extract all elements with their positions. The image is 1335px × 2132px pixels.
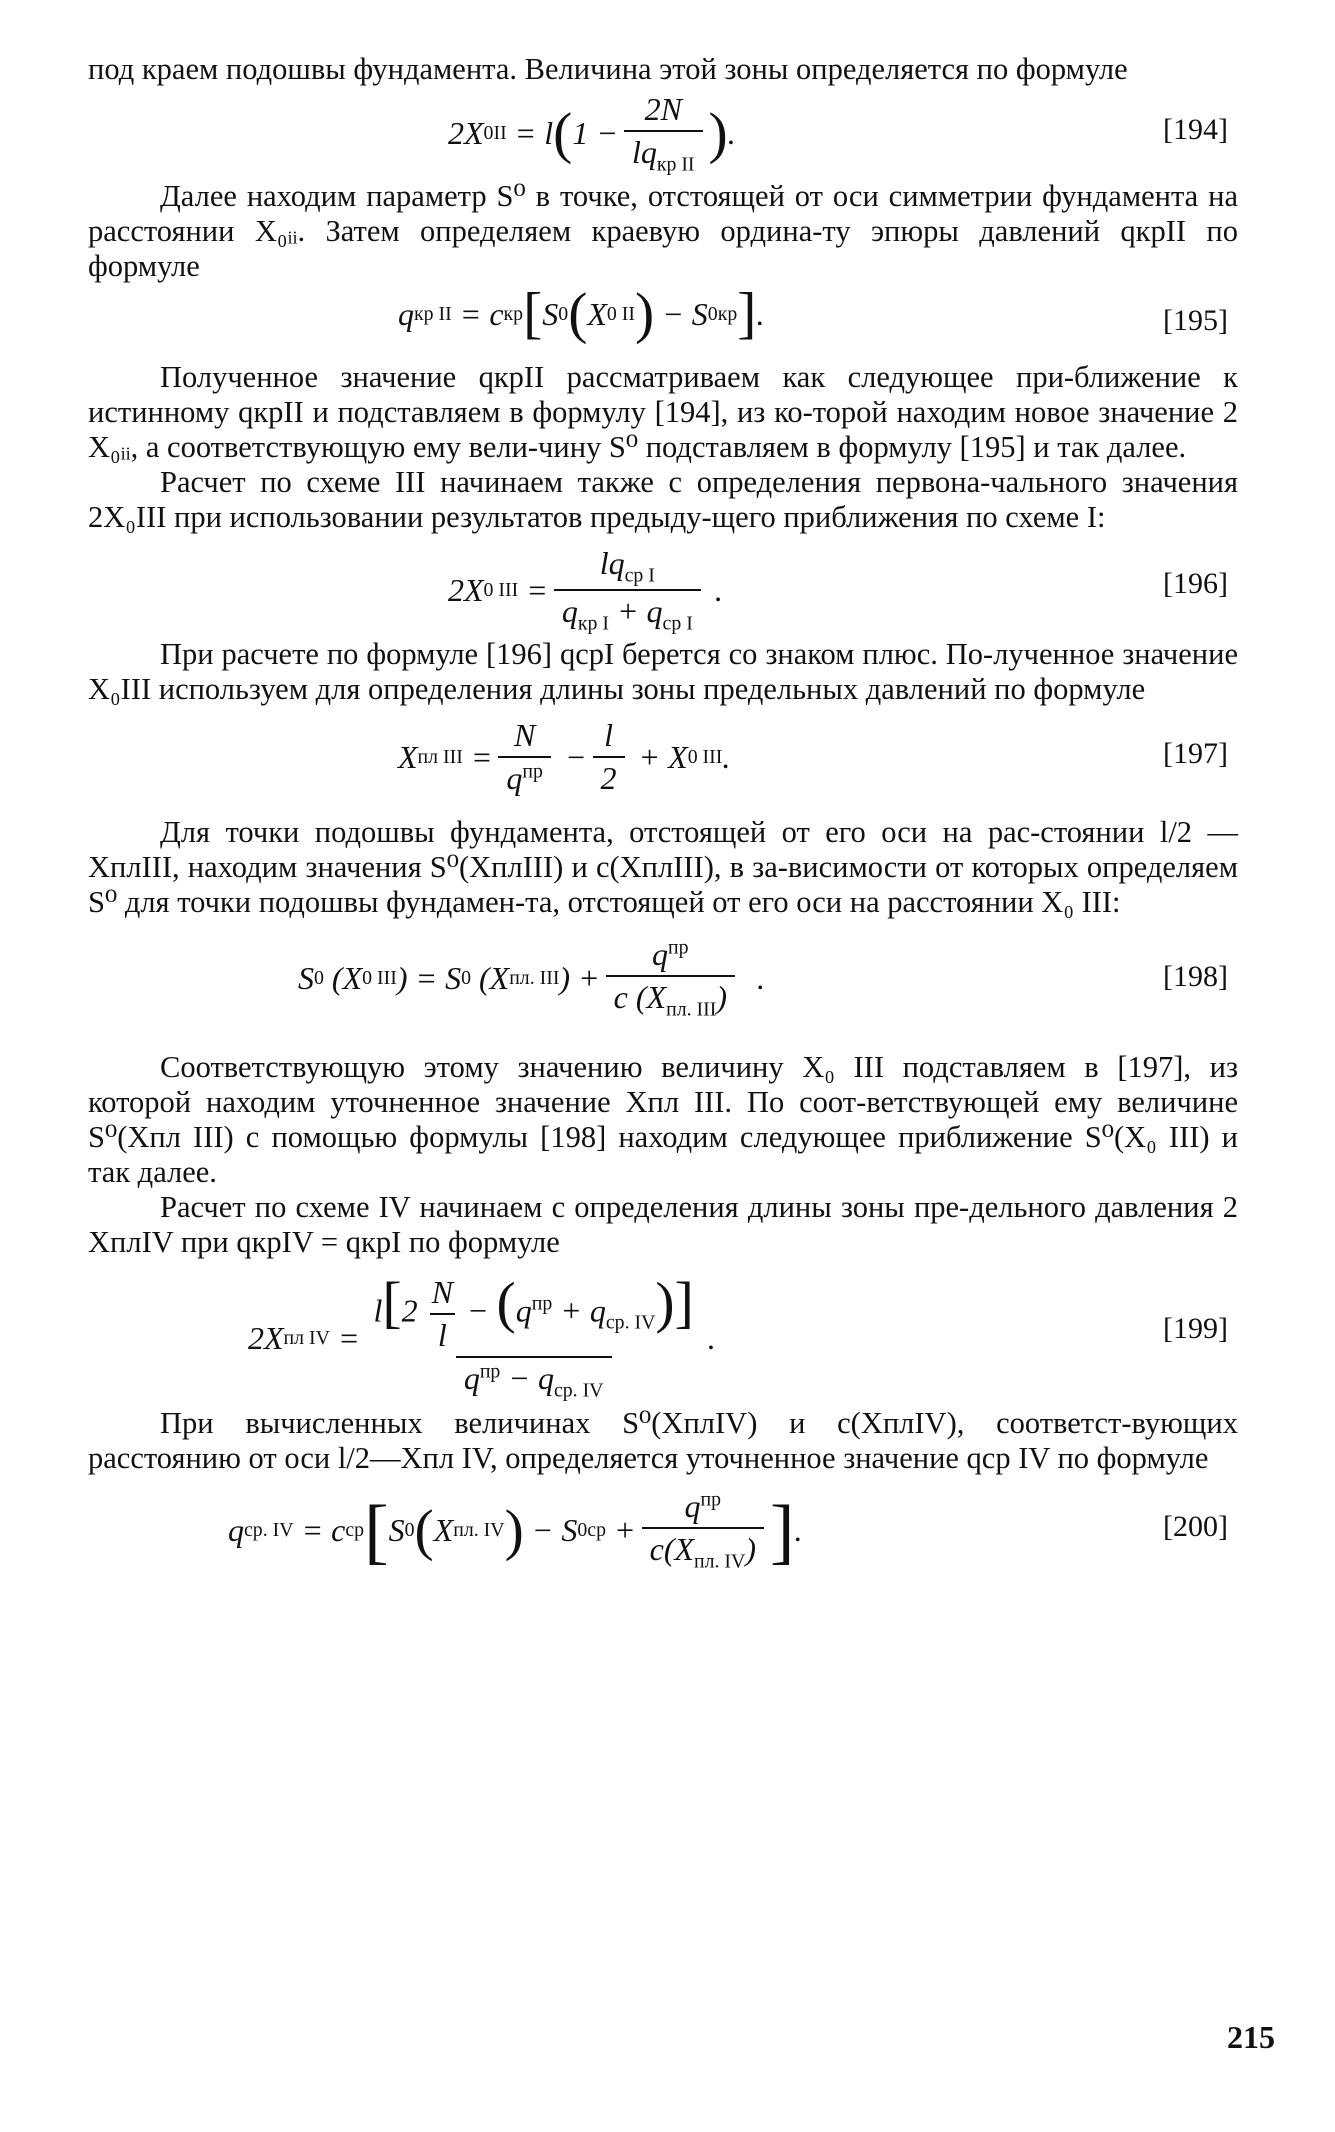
equation-200 xyxy=(88,1476,1238,1580)
equation-200-body: q ср. IV = c ср [ S 0 ( X пл. IV ) − S 0 ср + $\frac{q^{пр}}{c(X_{пл. IV})}$ ] . xyxy=(228,1488,803,1573)
equation-197 xyxy=(88,707,1238,803)
equation-197-body: X пл III = $\frac{N}{q^{пр}}$ − $\frac{l}{2}$ + X 0 III . xyxy=(398,717,731,796)
equation-196 xyxy=(88,535,1238,635)
page-number: 215 xyxy=(1227,2019,1275,2055)
equation-199 xyxy=(88,1260,1238,1402)
equation-194-body: 2X 0II = l ( 1 − $\frac{2N}{lq_{кр II}}$ ) . xyxy=(448,91,736,176)
equation-number-197: [197] xyxy=(1163,737,1228,770)
equation-196-body: 2X 0 III = $\frac{lq_{ср I}}{q_{кр I} + q_{ср I}}$ . xyxy=(448,545,723,635)
equation-199-body: 2X пл IV = l[2 $\frac{N}{l}$ − $(q^{пр} + q_{ср. IV})$] $q^{пр} - q_{ср. IV}$ . xyxy=(248,1271,716,1402)
equation-number-196: [196] xyxy=(1163,567,1228,600)
page-body xyxy=(88,52,1238,1580)
paragraph-7: Соответствующую этому значению величину X₀ III подставляем в [197], из которой находим уточненное значение Xпл III. По соот-ветствующей ему величине S⁰(Xпл III) с помощью формулы [198] находим следующее приближение S⁰(X₀ III) и так далее. xyxy=(88,1050,1238,1189)
equation-198-body: S 0 (X 0 III ) = S 0 (X пл. III ) + $\frac{q^{пр}}{c (X_{пл. III})}$ . xyxy=(298,936,765,1021)
paragraph-3: Полученное значение qкрII рассматриваем как следующее при-ближение к истинному qкрII и подставляем в формулу [194], из ко-торой находим новое значение 2 X₀ᵢᵢ, а соответствующую ему вели-чину S⁰ подставляем в формулу [195] и так далее. xyxy=(88,360,1238,464)
equation-number-194: [194] xyxy=(1163,113,1228,146)
paragraph-1: под краем подошвы фундамента. Величина этой зоны определяется по формуле xyxy=(88,52,1128,86)
equation-194 xyxy=(88,87,1238,176)
paragraph-6: Для точки подошвы фундамента, отстоящей от его оси на рас-стоянии l/2 — XплIII, находим значения S⁰(XплIII) и c(XплIII), в за-висимости от которых определяем S⁰ для точки подошвы фундамен-та, отстоящей от его оси на расстоянии X₀ III: xyxy=(88,815,1238,919)
paragraph-4: Расчет по схеме III начинаем также с определения первона-чального значения 2X₀III при использовании результатов предыду-щего приближения по схеме I: xyxy=(88,465,1238,534)
paragraph-2: Далее находим параметр S⁰ в точке, отстоящей от оси симметрии фундамента на расстоянии X₀ᵢᵢ. Затем определяем краевую ордина-ту эпюры давлений qкрII по формуле xyxy=(88,179,1238,283)
equation-195 xyxy=(88,284,1238,354)
paragraph-8: Расчет по схеме IV начинаем с определения длины зоны пре-дельного давления 2 XплIV при qкрIV = qкрI по формуле xyxy=(88,1190,1238,1259)
equation-195-body: q кр II = c кр [ S 0 ( X 0 II ) − S 0 кр ] . xyxy=(398,282,765,345)
paragraph-9: При вычисленных величинах S⁰(XплIV) и c(XплIV), соответст-вующих расстоянию от оси l/2—Xпл IV, определяется уточненное значение qср IV по формуле xyxy=(88,1406,1238,1475)
equation-number-200: [200] xyxy=(1163,1510,1228,1543)
equation-number-199: [199] xyxy=(1163,1312,1228,1345)
equation-number-195: [195] xyxy=(1163,304,1228,337)
paragraph-5: При расчете по формуле [196] qсрI берется со знаком плюс. По-лученное значение X₀III используем для определения длины зоны предельных давлений по формуле xyxy=(88,637,1238,706)
equation-198 xyxy=(88,920,1238,1038)
equation-number-198: [198] xyxy=(1163,960,1228,993)
